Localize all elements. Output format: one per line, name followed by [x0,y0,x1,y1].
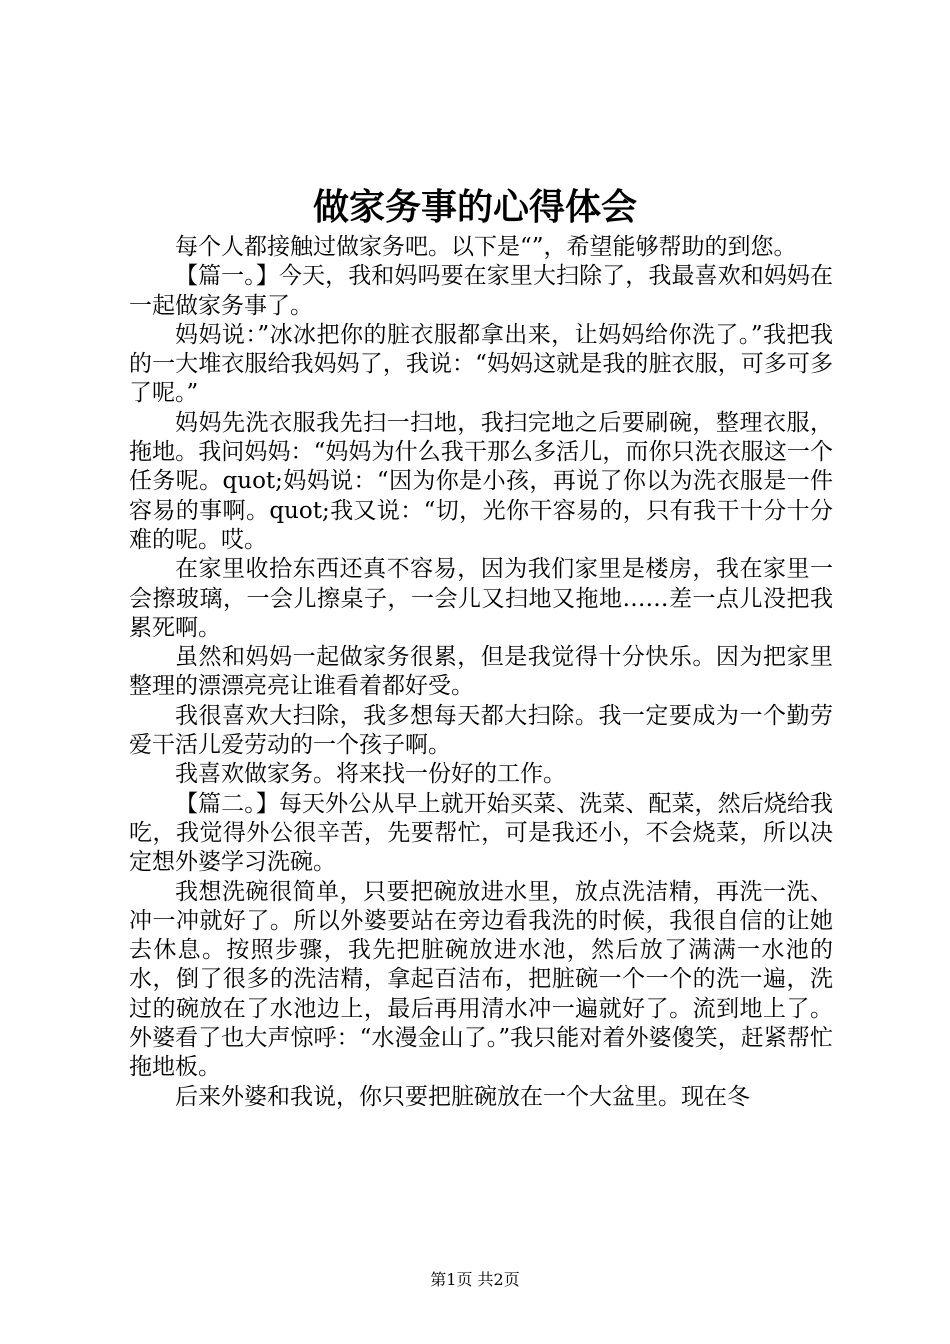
page-footer: 第1页 共2页 [430,1270,520,1289]
document-body [129,233,833,1112]
paragraph-part-two-start: 【篇二。】每天外公从早上就开始买菜、洗菜、配菜，然后烧给我吃，我觉得外公很辛苦，先要帮忙，可是我还小，不会烧菜，所以决定想外婆学习洗碗。 [129,790,833,876]
document-title: 做家务事的心得体会 [312,186,637,228]
paragraph-chores-dialogue: 妈妈先洗衣服我先扫一扫地，我扫完地之后要刷碗，整理衣服，拖地。我问妈妈：“妈妈为什么我干那么多活儿，而你只洗衣服这一个任务呢。quot;妈妈说：“因为你是小孩，再说了你以为洗衣服是一件容易的事啊。quot;我又说：“切，光你干容易的，只有我干十分十分难的呢。哎。 [129,409,833,553]
paragraph-grandmother-advice: 后来外婆和我说，你只要把脏碗放在一个大盆里。现在冬 [175,1083,750,1110]
paragraph-like-chores: 我喜欢做家务。将来找一份好的工作。 [175,761,566,788]
paragraph-tidying: 在家里收拾东西还真不容易，因为我们家里是楼房，我在家里一会擦玻璃，一会儿擦桌子，一会儿又扫地又拖地……差一点儿没把我累死啊。 [129,556,833,641]
paragraph-intro: 每个人都接触过做家务吧。以下是“”，希望能够帮助的到您。 [175,234,797,260]
paragraph-happy: 虽然和妈妈一起做家务很累，但是我觉得十分快乐。因为把家里整理的漂漂亮亮让谁看着都好受。 [129,644,833,700]
paragraph-part-one-start: 【篇一。】今天，我和妈吗要在家里大扫除了，我最喜欢和妈妈在一起做家务事了。 [129,263,833,319]
paragraph-washing-dishes: 我想洗碗很简单，只要把碗放进水里，放点洗洁精，再洗一洗、冲一冲就好了。所以外婆要站在旁边看我洗的时候，我很自信的让她去休息。按照步骤，我先把脏碗放进水池，然后放了满满一水池的水，倒了很多的洗洁精，拿起百洁布，把脏碗一个一个的洗一遍，洗过的碗放在了水池边上，最后再用清水冲一遍就好了。流到地上了。外婆看了也大声惊呼：“水漫金山了。”我只能对着外婆傻笑，赶紧帮忙拖地板。 [129,878,833,1081]
paragraph-mother-says: 妈妈说：”冰冰把你的脏衣服都拿出来，让妈妈给你洗了。”我把我的一大堆衣服给我妈妈了，我说：“妈妈这就是我的脏衣服，可多可多了呢。” [129,321,833,407]
paragraph-cleaning-wish: 我很喜欢大扫除，我多想每天都大扫除。我一定要成为一个勤劳爱干活儿爱劳动的一个孩子啊。 [129,702,833,759]
